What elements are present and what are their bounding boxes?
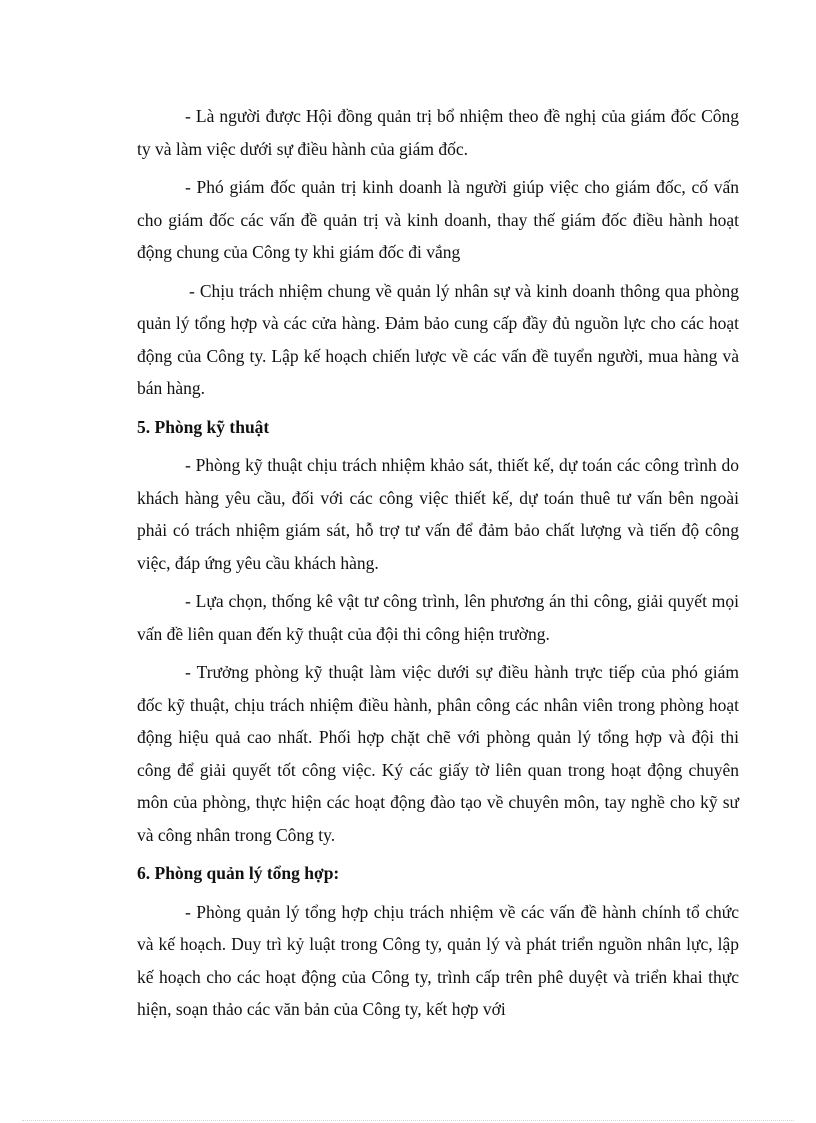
paragraph: - Chịu trách nhiệm chung về quản lý nhân sự và kinh doanh thông qua phòng quản lý tổng hợp và các cửa hàng. Đảm bảo cung cấp đầy đủ nguồn lực cho các hoạt động của Công ty. Lập kế hoạch chiến lược về các vấn đề tuyển người, mua hàng và bán hàng. bbox=[137, 280, 739, 398]
paragraph: - Là người được Hội đồng quản trị bổ nhiệm theo đề nghị của giám đốc Công ty và làm việc dưới sự điều hành của giám đốc. bbox=[137, 106, 739, 159]
section-heading: 5. Phòng kỹ thuật bbox=[137, 416, 270, 437]
footer-divider bbox=[22, 1120, 794, 1121]
paragraph: - Trưởng phòng kỹ thuật làm việc dưới sự điều hành trực tiếp của phó giám đốc kỹ thuật, chịu trách nhiệm điều hành, phân công các nhân viên trong phòng hoạt động hiệu quả cao nhất. Phối hợp chặt chẽ với phòng quản lý tổng hợp và đội thi công để giải quyết tốt công việc. Ký các giấy tờ liên quan trong hoạt động chuyên môn của phòng, thực hiện các hoạt động đào tạo về chuyên môn, tay nghề cho kỹ sư và công nhân trong Công ty. bbox=[137, 662, 739, 845]
document-page bbox=[137, 100, 739, 1026]
paragraph: - Phòng quản lý tổng hợp chịu trách nhiệm về các vấn đề hành chính tổ chức và kế hoạch. Duy trì kỷ luật trong Công ty, quản lý và phát triển nguồn nhân lực, lập kế hoạch cho các hoạt động của Công ty, trình cấp trên phê duyệt và triển khai thực hiện, soạn thảo các văn bản của Công ty, kết hợp với bbox=[137, 901, 739, 1019]
paragraph: - Lựa chọn, thống kê vật tư công trình, lên phương án thi công, giải quyết mọi vấn đề liên quan đến kỹ thuật của đội thi công hiện trường. bbox=[137, 591, 739, 644]
paragraph: - Phó giám đốc quản trị kinh doanh là người giúp việc cho giám đốc, cố vấn cho giám đốc các vấn đề quản trị và kinh doanh, thay thế giám đốc điều hành hoạt động chung của Công ty khi giám đốc đi vắng bbox=[137, 177, 739, 262]
section-heading: 6. Phòng quản lý tổng hợp: bbox=[137, 863, 340, 883]
paragraph: - Phòng kỹ thuật chịu trách nhiệm khảo sát, thiết kế, dự toán các công trình do khách hàng yêu cầu, đối với các công việc thiết kế, dự toán thuê tư vấn bên ngoài phải có trách nhiệm giám sát, hỗ trợ tư vấn để đảm bảo chất lượng và tiến độ công việc, đáp ứng yêu cầu khách hàng. bbox=[137, 455, 739, 573]
